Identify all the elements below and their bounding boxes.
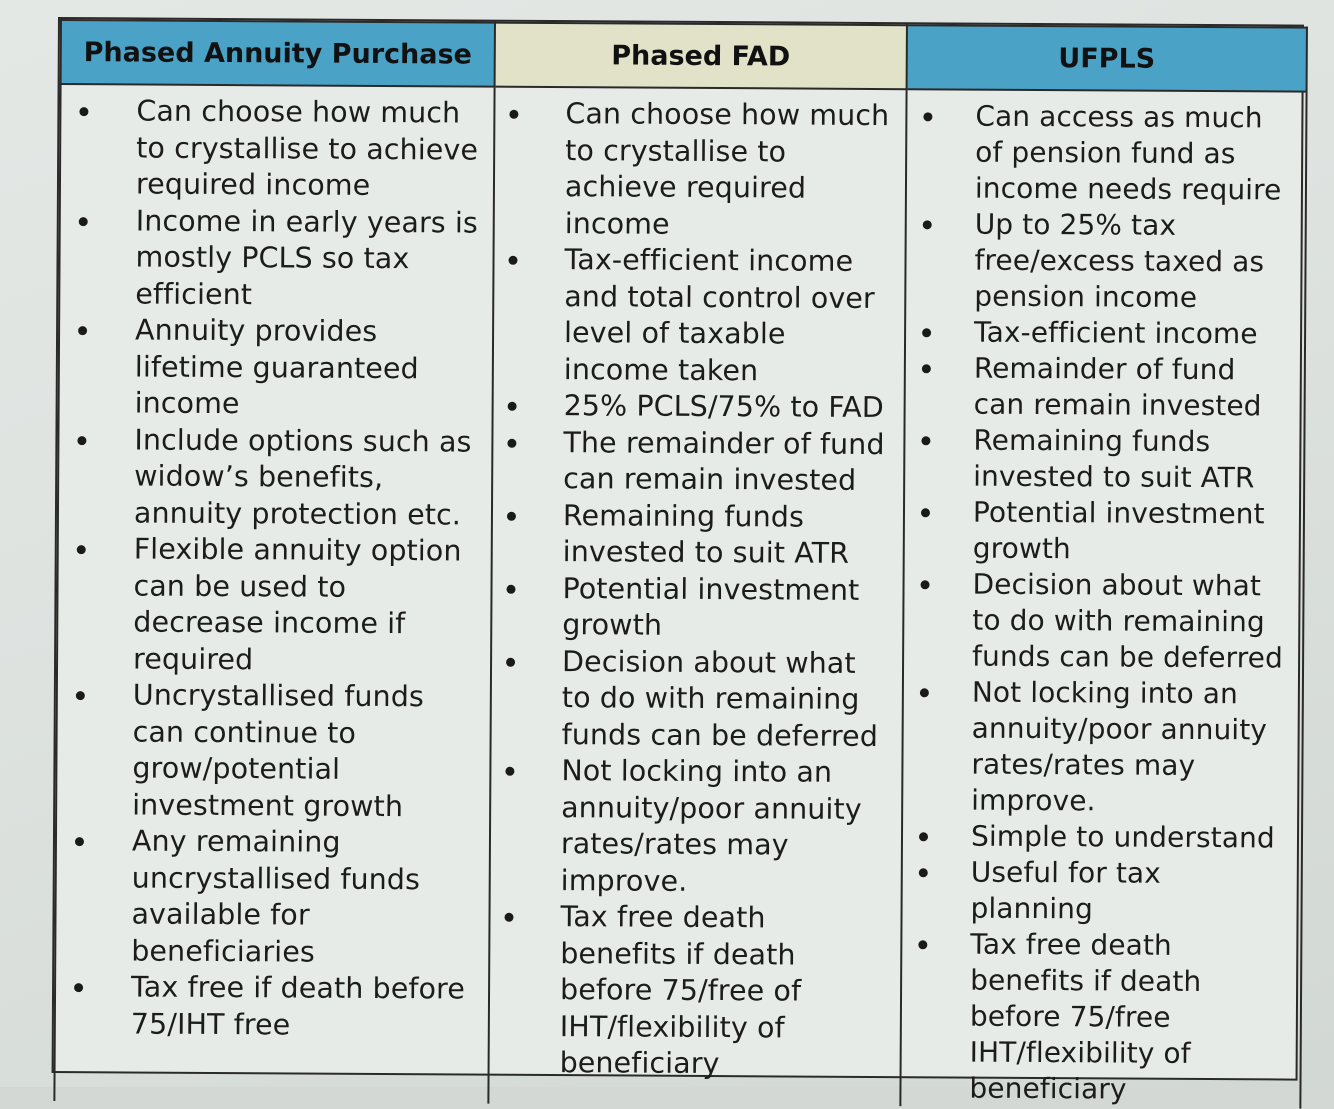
- bullet-list: [56, 93, 484, 1045]
- list-item: [494, 388, 894, 427]
- list-item-text: Remainder of fund can remain invested: [973, 351, 1262, 423]
- list-item: [903, 674, 1292, 820]
- bullet-icon: [74, 983, 83, 992]
- list-item-text: Useful for tax planning: [970, 855, 1162, 926]
- list-item-text: Income in early years is mostly PCLS so tax efficient: [135, 203, 479, 311]
- list-item: [907, 98, 1296, 208]
- bullet-icon: [922, 364, 931, 373]
- list-item-text: Potential investment growth: [972, 495, 1265, 566]
- list-item: [56, 969, 478, 1045]
- list-item-text: The remainder of fund can remain invested: [563, 425, 885, 497]
- bullet-icon: [78, 326, 87, 335]
- list-item-text: Tax free death benefits if death before 75/free of IHT/flexibility of beneficiary: [559, 900, 802, 1081]
- list-item: [493, 497, 893, 572]
- list-item: [492, 570, 892, 645]
- list-item-text: Tax-efficient income: [973, 315, 1258, 351]
- bullet-icon: [506, 657, 515, 666]
- list-item: [58, 531, 481, 680]
- bullet-icon: [920, 688, 929, 697]
- bullet-icon: [79, 107, 88, 116]
- list-item-text: Remaining funds invested to suit ATR: [973, 423, 1255, 495]
- list-item-text: Tax free if death before 75/IHT free: [130, 970, 466, 1041]
- list-item: [904, 566, 1293, 676]
- list-item: [906, 314, 1294, 352]
- list-item: [493, 424, 893, 499]
- list-item-text: Flexible annuity option can be used to decrease income if required: [132, 532, 462, 676]
- list-item: [901, 926, 1290, 1108]
- bullet-icon: [508, 402, 517, 411]
- header-ufpls: UFPLS: [907, 25, 1307, 91]
- header-phased-fad: Phased FAD: [495, 23, 907, 90]
- list-item-text: 25% PCLS/75% to FAD: [563, 389, 884, 425]
- list-item: [491, 753, 892, 901]
- list-item: [903, 818, 1291, 856]
- bullet-icon: [923, 220, 932, 229]
- column-phased-annuity-purchase: [54, 84, 494, 1104]
- bullet-icon: [79, 217, 88, 226]
- list-item: [902, 854, 1290, 928]
- bullet-icon: [508, 256, 517, 265]
- list-item-text: Potential investment growth: [562, 571, 860, 642]
- list-item: [60, 203, 483, 315]
- list-item: [495, 96, 896, 244]
- bullet-icon: [77, 436, 86, 445]
- bullet-icon: [507, 511, 516, 520]
- bullet-icon: [919, 868, 928, 877]
- bullet-icon: [921, 580, 930, 589]
- list-item: [494, 242, 895, 390]
- list-item-text: Include options such as widow’s benefits, annuity protection etc.: [133, 422, 472, 531]
- bullet-icon: [77, 545, 86, 554]
- list-item: [905, 494, 1293, 568]
- list-item: [906, 206, 1295, 316]
- list-item: [492, 643, 893, 755]
- list-item-text: Not locking into an annuity/poor annuity rates/rates may improve.: [971, 675, 1268, 818]
- header-row: [61, 20, 1307, 92]
- list-item-text: Uncrystallised funds can continue to grow/potential investment growth: [132, 678, 425, 823]
- list-item-text: Tax-efficient income and total control over level of taxable income taken: [563, 243, 875, 387]
- list-item-text: Up to 25% tax free/excess taxed as pension income: [974, 207, 1265, 314]
- bullet-icon: [76, 691, 85, 700]
- list-item-text: Simple to understand: [970, 819, 1275, 855]
- comparison-table: [52, 17, 1304, 1106]
- bullet-icon: [921, 436, 930, 445]
- list-item-text: Not locking into an annuity/poor annuity rates/rates may improve.: [560, 754, 862, 898]
- list-item-text: Remaining funds invested to suit ATR: [562, 498, 850, 570]
- bullet-icon: [505, 767, 514, 776]
- list-item: [56, 823, 479, 972]
- bullet-icon: [509, 110, 518, 119]
- column-phased-fad: [488, 87, 906, 1106]
- bullet-list: [490, 96, 896, 1084]
- list-item: [59, 422, 482, 534]
- list-item-text: Decision about what to do with remaining funds can be deferred: [972, 567, 1284, 675]
- list-item-text: Can access as much of pension fund as income needs require: [974, 99, 1282, 207]
- column-ufpls: [900, 89, 1306, 1108]
- list-item: [57, 677, 480, 826]
- list-item-text: Can choose how much to crystallise to achieve required income: [564, 97, 890, 241]
- list-item-text: Decision about what to do with remaining funds can be deferred: [561, 644, 879, 753]
- bullet-icon: [506, 584, 515, 593]
- list-item: [490, 899, 891, 1084]
- bullet-icon: [504, 913, 513, 922]
- bullet-icon: [75, 837, 84, 846]
- list-item-text: Tax free death benefits if death before 75/free IHT/flexibility of beneficiary: [969, 927, 1202, 1106]
- body-row: [54, 84, 1306, 1109]
- bullet-list: [901, 98, 1295, 1108]
- bullet-icon: [918, 940, 927, 949]
- bullet-icon: [919, 832, 928, 841]
- list-item: [905, 422, 1293, 496]
- bullet-icon: [923, 112, 932, 121]
- list-item: [60, 312, 483, 424]
- list-item-text: Any remaining uncrystallised funds available for beneficiaries: [131, 824, 421, 969]
- list-item: [906, 350, 1294, 424]
- list-item-text: Annuity provides lifetime guaranteed income: [134, 313, 419, 421]
- bullet-icon: [922, 328, 931, 337]
- list-item: [61, 93, 484, 205]
- list-item-text: Can choose how much to crystallise to achieve required income: [135, 94, 479, 202]
- header-phased-annuity-purchase: Phased Annuity Purchase: [61, 20, 495, 87]
- bullet-icon: [921, 508, 930, 517]
- bullet-icon: [507, 438, 516, 447]
